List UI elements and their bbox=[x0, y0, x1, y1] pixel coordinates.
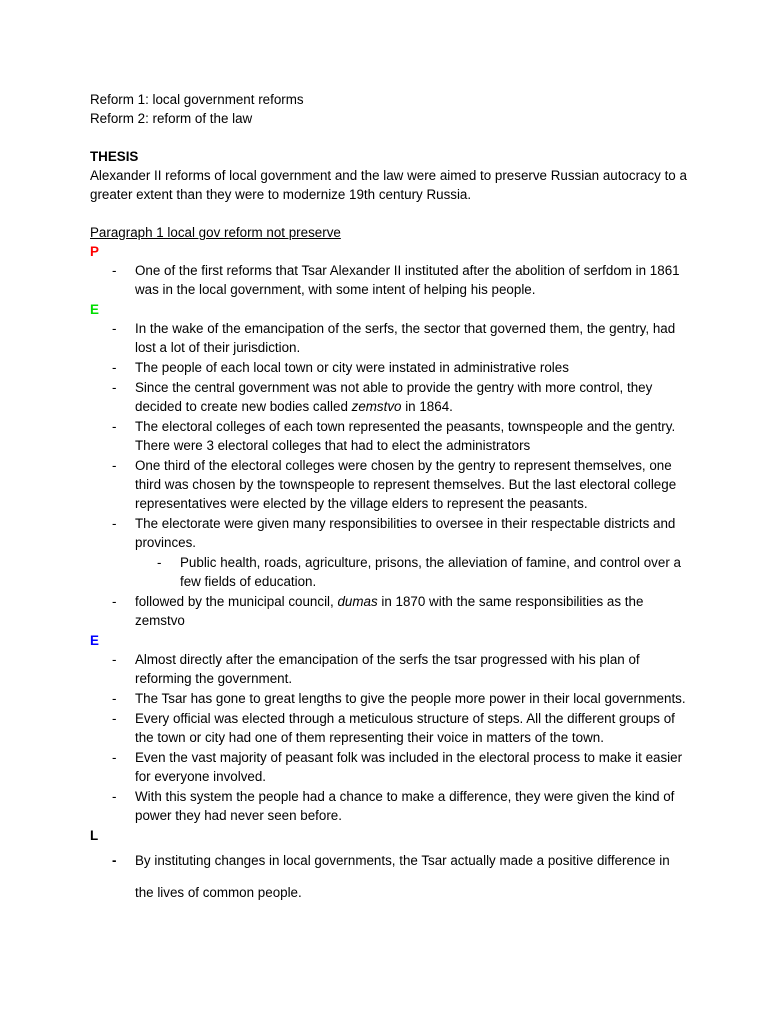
dash-bullet: - bbox=[112, 380, 117, 395]
list-item bbox=[90, 319, 690, 357]
list-item bbox=[90, 358, 690, 377]
dash-bullet: - bbox=[112, 691, 117, 706]
paragraph-1-title: Paragraph 1 local gov reform not preserve bbox=[90, 225, 341, 240]
dash-bullet: - bbox=[112, 458, 117, 473]
dash-bullet: - bbox=[112, 652, 117, 667]
dash-bullet: - bbox=[112, 853, 117, 868]
list-item bbox=[90, 709, 690, 747]
dash-bullet: - bbox=[112, 711, 117, 726]
text-part: followed by the municipal council, bbox=[135, 594, 338, 609]
list-item bbox=[90, 689, 690, 708]
section-letter-l: L bbox=[90, 828, 99, 843]
dash-bullet: - bbox=[112, 516, 117, 531]
dash-bullet: - bbox=[112, 789, 117, 804]
list-item-text: One third of the electoral colleges were chosen by the gentry to represent themselves, one third was chosen by the townspeople to represent themselves. But the last electoral college representatives were elected by the village elders to represent the peasants. bbox=[135, 458, 677, 511]
document-page bbox=[90, 90, 690, 910]
list-item bbox=[90, 650, 690, 688]
dumas-term: dumas bbox=[337, 594, 378, 609]
list-item bbox=[90, 514, 690, 552]
section-letter-e-evidence: E bbox=[90, 302, 99, 317]
text-part: in 1870 with the same responsibilities as the zemstvo bbox=[135, 594, 644, 628]
list-item-text: By instituting changes in local governments, the Tsar actually made a positive difference in the lives of common people. bbox=[135, 853, 670, 900]
list-item-text bbox=[135, 594, 643, 628]
e1-list bbox=[90, 319, 690, 630]
list-item-text: Even the vast majority of peasant folk was included in the electoral process to make it easier for everyone involved. bbox=[135, 750, 683, 784]
list-item bbox=[90, 845, 690, 909]
section-letter-e-explain: E bbox=[90, 633, 99, 648]
list-item bbox=[90, 261, 690, 299]
text-part: in 1864. bbox=[401, 399, 453, 414]
list-item-text: Almost directly after the emancipation of the serfs the tsar progressed with his plan of reforming the government. bbox=[135, 652, 640, 686]
section-letter-p: P bbox=[90, 244, 99, 259]
list-item-text: Every official was elected through a meticulous structure of steps. All the different groups of the town or city had one of them representing their voice in matters of the town. bbox=[135, 711, 675, 745]
list-item bbox=[90, 417, 690, 455]
reform-1-line: Reform 1: local government reforms bbox=[90, 92, 304, 107]
list-item-text: The people of each local town or city were instated in administrative roles bbox=[135, 360, 569, 375]
reform-2-line: Reform 2: reform of the law bbox=[90, 111, 253, 126]
list-item bbox=[90, 592, 690, 630]
list-item-text: The electorate were given many responsibilities to oversee in their respectable districts and provinces. bbox=[135, 516, 676, 550]
l-list bbox=[90, 845, 690, 909]
sub-list-item bbox=[90, 553, 690, 591]
list-item-text: The electoral colleges of each town represented the peasants, townspeople and the gentry. There were 3 electoral colleges that had to elect the administrators bbox=[135, 419, 676, 453]
dash-bullet: - bbox=[157, 555, 162, 570]
list-item-text bbox=[135, 380, 652, 414]
dash-bullet: - bbox=[112, 263, 117, 278]
dash-bullet: - bbox=[112, 321, 117, 336]
e2-list bbox=[90, 650, 690, 825]
list-item bbox=[90, 456, 690, 513]
list-item-text: Public health, roads, agriculture, prisons, the alleviation of famine, and control over a few fields of education. bbox=[180, 555, 681, 589]
dash-bullet: - bbox=[112, 360, 117, 375]
list-item bbox=[90, 787, 690, 825]
zemstvo-term: zemstvo bbox=[351, 399, 402, 414]
thesis-text: Alexander II reforms of local government and the law were aimed to preserve Russian autocracy to a greater extent than they were to modernize 19th century Russia. bbox=[90, 168, 687, 202]
text-part: Since the central government was not able to provide the gentry with more control, they decided to create new bodies called bbox=[135, 380, 653, 414]
dash-bullet: - bbox=[112, 750, 117, 765]
list-item-text: The Tsar has gone to great lengths to give the people more power in their local governments. bbox=[135, 691, 686, 706]
thesis-heading: THESIS bbox=[90, 149, 139, 164]
list-item-text: With this system the people had a chance to make a difference, they were given the kind of power they had never seen before. bbox=[135, 789, 675, 823]
list-item bbox=[90, 378, 690, 416]
list-item bbox=[90, 748, 690, 786]
list-item-text: In the wake of the emancipation of the serfs, the sector that governed them, the gentry, had lost a lot of their jurisdiction. bbox=[135, 321, 676, 355]
p-list bbox=[90, 261, 690, 299]
dash-bullet: - bbox=[112, 419, 117, 434]
list-item-text: One of the first reforms that Tsar Alexander II instituted after the abolition of serfdom in 1861 was in the local government, with some intent of helping his people. bbox=[135, 263, 680, 297]
dash-bullet: - bbox=[112, 594, 117, 609]
